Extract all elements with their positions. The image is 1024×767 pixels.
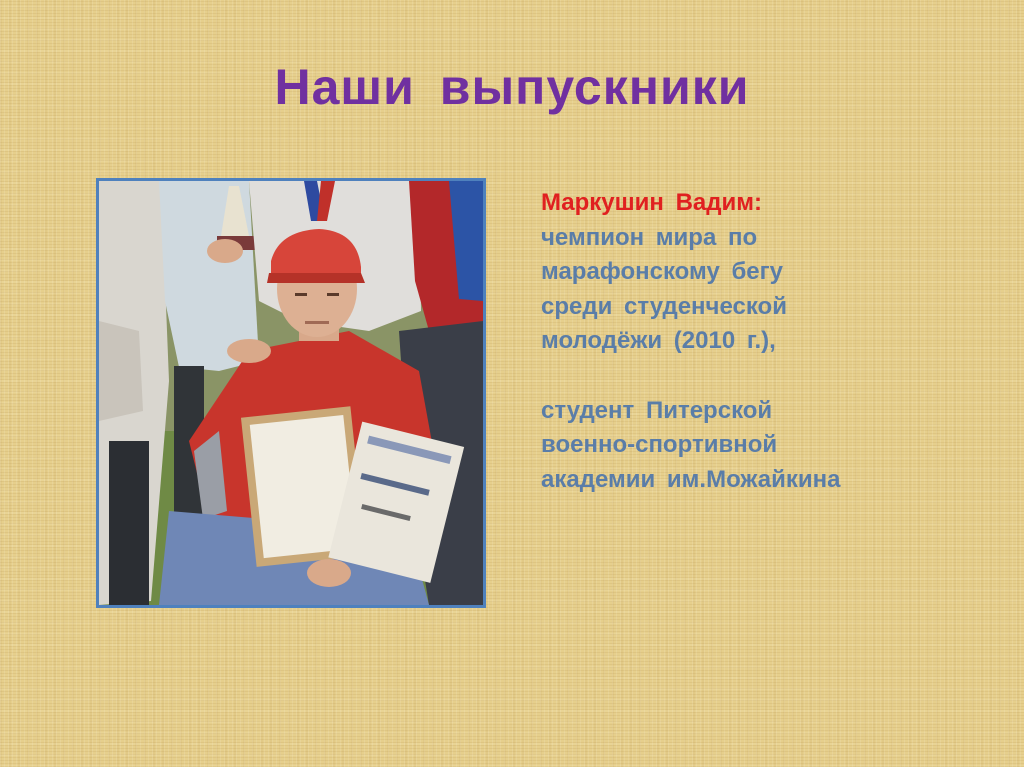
photo-illustration bbox=[99, 181, 483, 605]
description-line: среди студенческой bbox=[541, 292, 787, 320]
graduate-photo bbox=[96, 178, 486, 608]
description-line: молодёжи (2010 г.), bbox=[541, 327, 776, 355]
paragraph-gap bbox=[541, 359, 981, 394]
description-line: академии им.Можайкина bbox=[541, 465, 841, 493]
description-line: военно-спортивной bbox=[541, 431, 778, 459]
description-line: марафонскому бегу bbox=[541, 258, 783, 286]
description-line: студент Питерской bbox=[541, 396, 773, 424]
slide-title: Наши выпускники bbox=[274, 59, 750, 115]
graduate-description bbox=[541, 186, 981, 497]
description-line: чемпион мира по bbox=[541, 223, 758, 251]
graduate-name: Маркушин Вадим: bbox=[541, 189, 762, 216]
